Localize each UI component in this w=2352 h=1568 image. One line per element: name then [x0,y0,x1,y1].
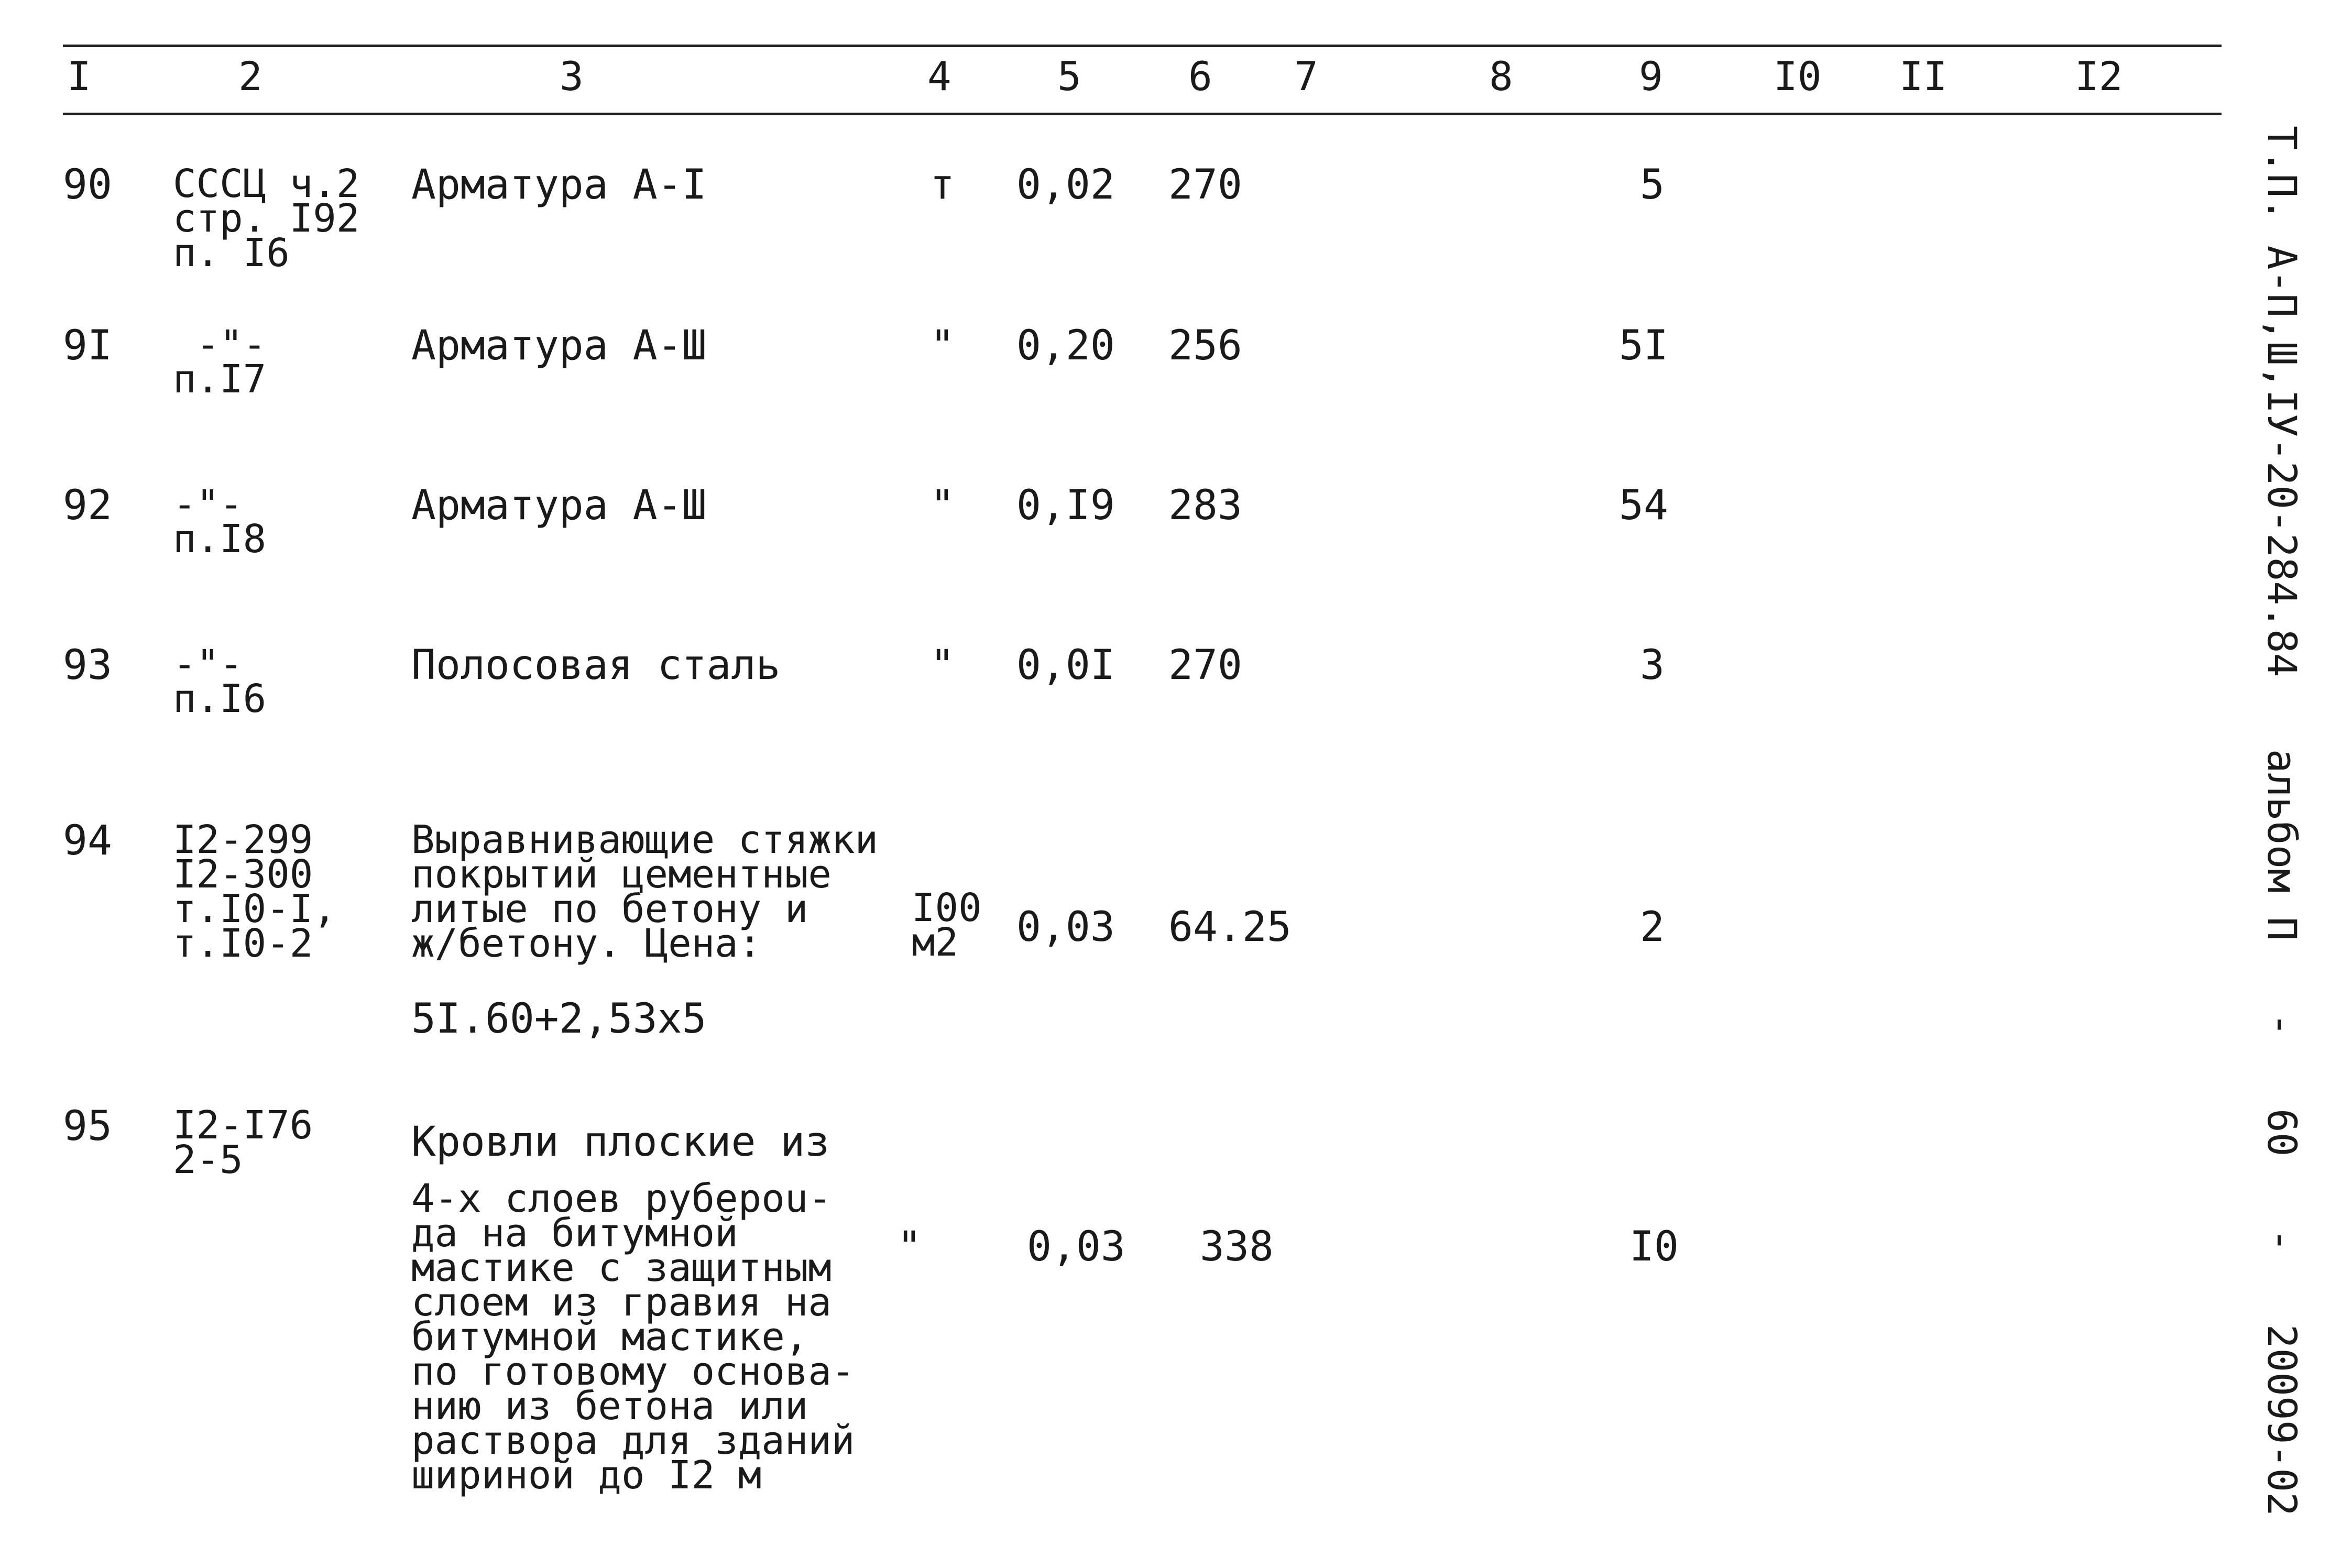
col-header-2: 2 [238,53,262,100]
row-price: 64.25 [1168,904,1292,951]
document-side-label: Т.П. А-П,Ш,IУ-20-284.84 альбом П - 60 - 20099-02 [2259,126,2305,1516]
row-reference: -"- п.I8 [173,482,267,562]
row-total: 54 [1619,482,1668,529]
row-reference: -"- п.I7 [173,322,267,402]
row-number: 9I [63,322,112,369]
col-header-8: 8 [1489,53,1513,100]
top-rule [63,45,2222,47]
row-quantity: 0,03 [1016,904,1115,951]
row-unit: " [897,1223,922,1270]
row-unit: " [930,642,955,689]
row-price: 283 [1168,482,1242,529]
row-unit: " [930,322,955,369]
row-total: 2 [1640,904,1665,951]
row-number: 94 [63,817,112,864]
col-header-12: I2 [2075,53,2123,100]
col-header-4: 4 [927,53,951,100]
col-header-3: 3 [560,53,584,100]
row-name: Полосовая сталь [411,642,781,689]
row-name: Арматура А-Ш [411,322,707,369]
row-total: 3 [1640,642,1665,689]
row-name: Кровли плоские из [411,1119,830,1166]
row-reference: I2-I76 2-5 [173,1103,313,1182]
col-header-10: I0 [1774,53,1822,100]
row-quantity: 0,0I [1016,642,1115,689]
row-total: 5I [1619,322,1668,369]
col-header-1: I [67,53,91,100]
row-unit: т [930,161,955,209]
row-quantity: 0,I9 [1016,482,1115,529]
col-header-11: II [1899,53,1948,100]
row-price: 338 [1200,1223,1274,1270]
row-total: I0 [1629,1223,1679,1270]
row-name: Выравнивающие стяжки покрытий цементные литые по бетону и ж/бетону. Цена: [411,817,879,966]
col-header-6: 6 [1188,53,1212,100]
row-name-extra: 5I.60+2,53х5 [411,995,707,1043]
row-reference: I2-299 I2-300 т.I0-I, т.I0-2 [173,817,336,966]
col-header-7: 7 [1294,53,1318,100]
row-unit: " [930,482,955,529]
col-header-5: 5 [1057,53,1081,100]
row-number: 93 [63,642,112,689]
row-number: 92 [63,482,112,529]
row-unit: I00 м2 [912,885,982,965]
row-quantity: 0,02 [1016,161,1115,209]
row-quantity: 0,20 [1016,322,1115,369]
row-total: 5 [1640,161,1665,209]
row-name-extra: 4-х слоев рубероu- да на битумной мастике с защитным слоем из гравия на битумной мастике, по готовому основа- нию из бетона или раствора для зданий шириной до I2 м [411,1176,855,1498]
row-reference: -"- п.I6 [173,642,267,721]
row-price: 270 [1168,642,1242,689]
header-rule [63,113,2222,115]
row-number: 90 [63,161,112,209]
row-price: 270 [1168,161,1242,209]
row-price: 256 [1168,322,1242,369]
row-quantity: 0,03 [1027,1223,1125,1270]
row-number: 95 [63,1103,112,1150]
row-name: Арматура А-I [411,161,707,209]
col-header-9: 9 [1639,53,1663,100]
row-reference: СССЦ ч.2 стр. I92 п. I6 [173,161,360,276]
row-name: Арматура А-Ш [411,482,707,529]
